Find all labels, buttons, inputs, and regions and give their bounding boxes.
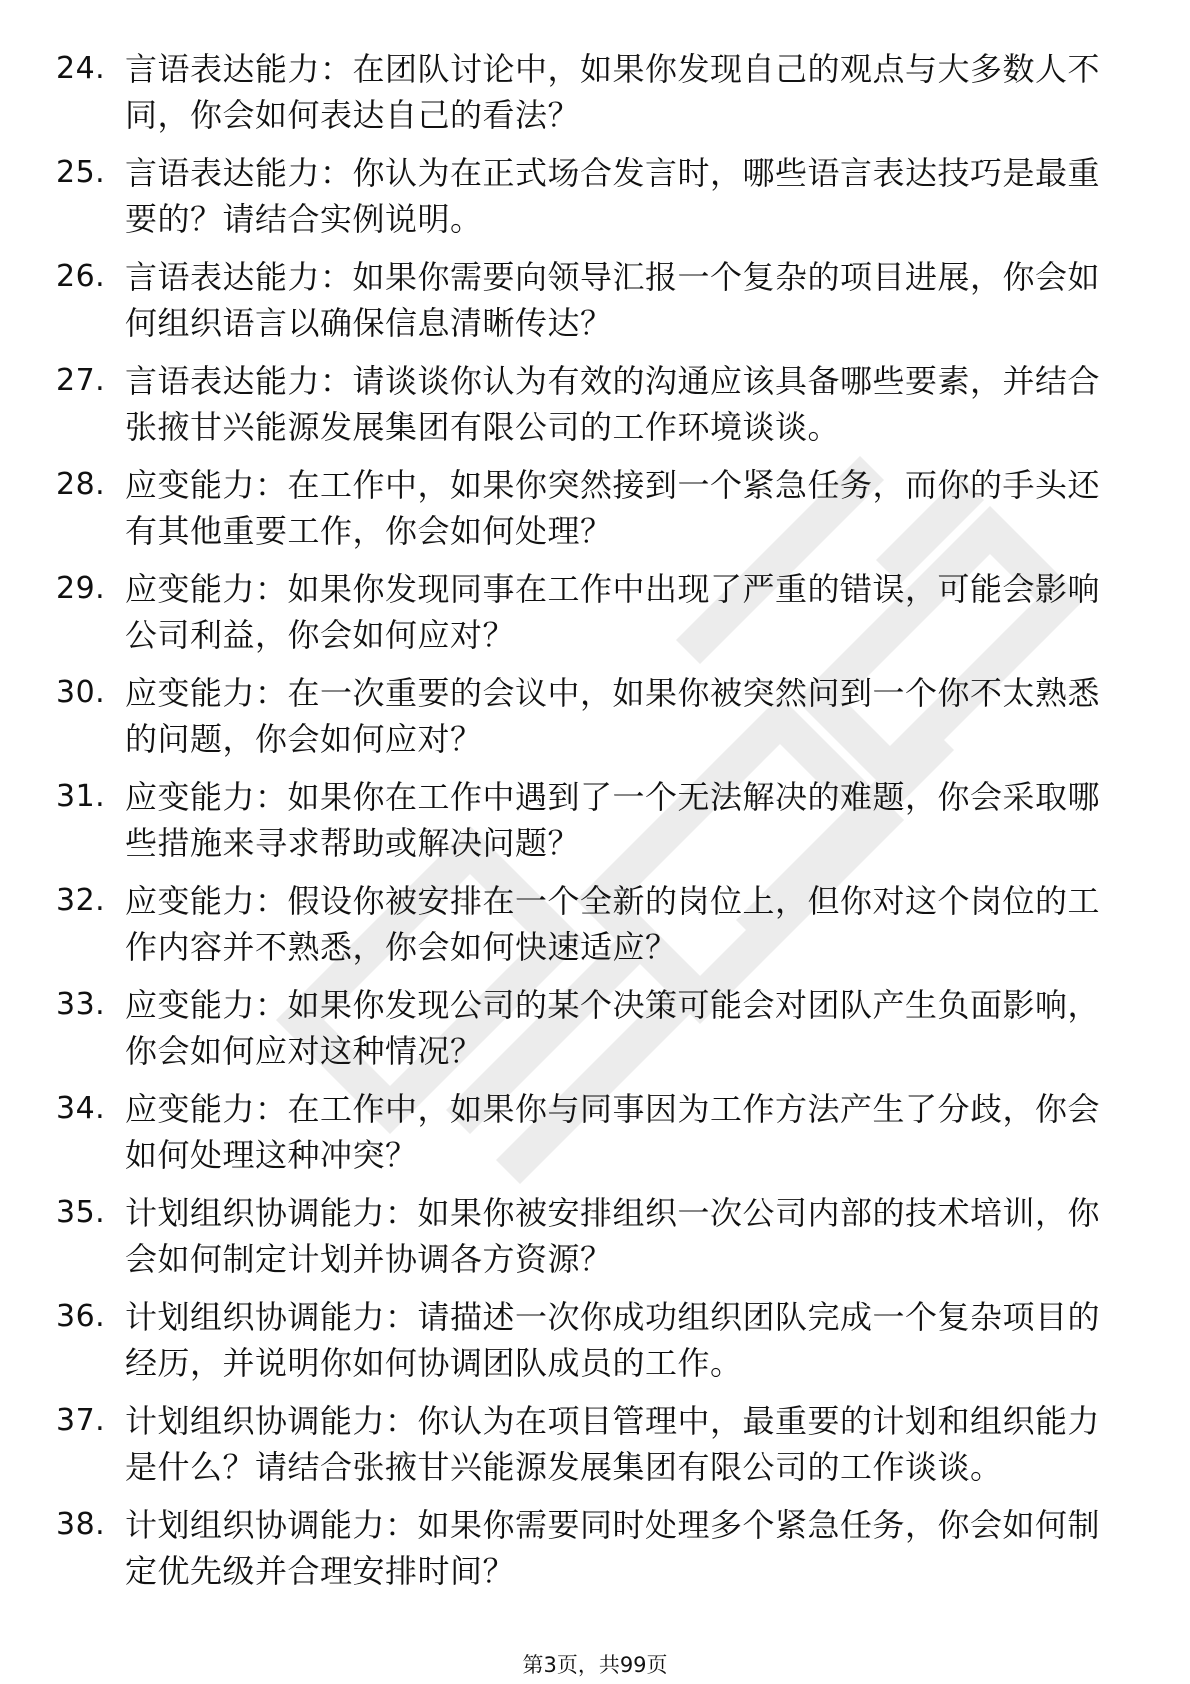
question-item bbox=[0, 878, 1190, 970]
question-text: 计划组织协调能力：如果你需要同时处理多个紧急任务，你会如何制定优先级并合理安排时间？ bbox=[125, 1506, 1101, 1590]
question-number: 29. bbox=[56, 571, 106, 606]
question-number: 30. bbox=[56, 675, 106, 710]
question-item bbox=[0, 1086, 1190, 1178]
question-number: 38. bbox=[56, 1507, 106, 1542]
question-text: 言语表达能力：请谈谈你认为有效的沟通应该具备哪些要素，并结合张掖甘兴能源发展集团有限公司的工作环境谈谈。 bbox=[125, 362, 1101, 446]
question-text: 应变能力：如果你在工作中遇到了一个无法解决的难题，你会采取哪些措施来寻求帮助或解决问题？ bbox=[125, 778, 1101, 862]
question-item bbox=[0, 1398, 1190, 1490]
question-text: 应变能力：如果你发现公司的某个决策可能会对团队产生负面影响，你会如何应对这种情况？ bbox=[125, 986, 1101, 1070]
question-number: 31. bbox=[56, 779, 106, 814]
question-item bbox=[0, 774, 1190, 866]
question-text: 计划组织协调能力：你认为在项目管理中，最重要的计划和组织能力是什么？请结合张掖甘兴能源发展集团有限公司的工作谈谈。 bbox=[125, 1402, 1101, 1486]
question-text: 计划组织协调能力：如果你被安排组织一次公司内部的技术培训，你会如何制定计划并协调各方资源？ bbox=[125, 1194, 1101, 1278]
question-text: 应变能力：在一次重要的会议中，如果你被突然问到一个你不太熟悉的问题，你会如何应对？ bbox=[125, 674, 1101, 758]
question-text: 言语表达能力：在团队讨论中，如果你发现自己的观点与大多数人不同，你会如何表达自己的看法？ bbox=[125, 50, 1101, 134]
question-text: 计划组织协调能力：请描述一次你成功组织团队完成一个复杂项目的经历，并说明你如何协调团队成员的工作。 bbox=[125, 1298, 1101, 1382]
question-number: 34. bbox=[56, 1091, 106, 1126]
question-item bbox=[0, 358, 1190, 450]
question-item bbox=[0, 566, 1190, 658]
question-text: 应变能力：如果你发现同事在工作中出现了严重的错误，可能会影响公司利益，你会如何应对？ bbox=[125, 570, 1101, 654]
question-number: 33. bbox=[56, 987, 106, 1022]
question-list bbox=[0, 46, 1190, 1606]
question-number: 32. bbox=[56, 883, 106, 918]
question-text: 应变能力：假设你被安排在一个全新的岗位上，但你对这个岗位的工作内容并不熟悉，你会如何快速适应？ bbox=[125, 882, 1101, 966]
question-item bbox=[0, 150, 1190, 242]
question-item bbox=[0, 254, 1190, 346]
page-footer bbox=[0, 1652, 1190, 1678]
question-item bbox=[0, 46, 1190, 138]
question-text: 言语表达能力：你认为在正式场合发言时，哪些语言表达技巧是最重要的？请结合实例说明。 bbox=[125, 154, 1101, 238]
question-item bbox=[0, 462, 1190, 554]
question-item bbox=[0, 982, 1190, 1074]
page-number-label: 第3页，共99页 bbox=[522, 1653, 668, 1677]
question-item bbox=[0, 670, 1190, 762]
question-number: 26. bbox=[56, 259, 106, 294]
question-item bbox=[0, 1294, 1190, 1386]
question-number: 27. bbox=[56, 363, 106, 398]
question-number: 28. bbox=[56, 467, 106, 502]
question-text: 应变能力：在工作中，如果你与同事因为工作方法产生了分歧，你会如何处理这种冲突？ bbox=[125, 1090, 1101, 1174]
question-item bbox=[0, 1502, 1190, 1594]
question-number: 35. bbox=[56, 1195, 106, 1230]
question-number: 36. bbox=[56, 1299, 106, 1334]
question-text: 言语表达能力：如果你需要向领导汇报一个复杂的项目进展，你会如何组织语言以确保信息清晰传达？ bbox=[125, 258, 1101, 342]
question-item bbox=[0, 1190, 1190, 1282]
question-number: 25. bbox=[56, 155, 106, 190]
question-text: 应变能力：在工作中，如果你突然接到一个紧急任务，而你的手头还有其他重要工作，你会如何处理？ bbox=[125, 466, 1101, 550]
question-number: 37. bbox=[56, 1403, 106, 1438]
question-number: 24. bbox=[56, 51, 106, 86]
